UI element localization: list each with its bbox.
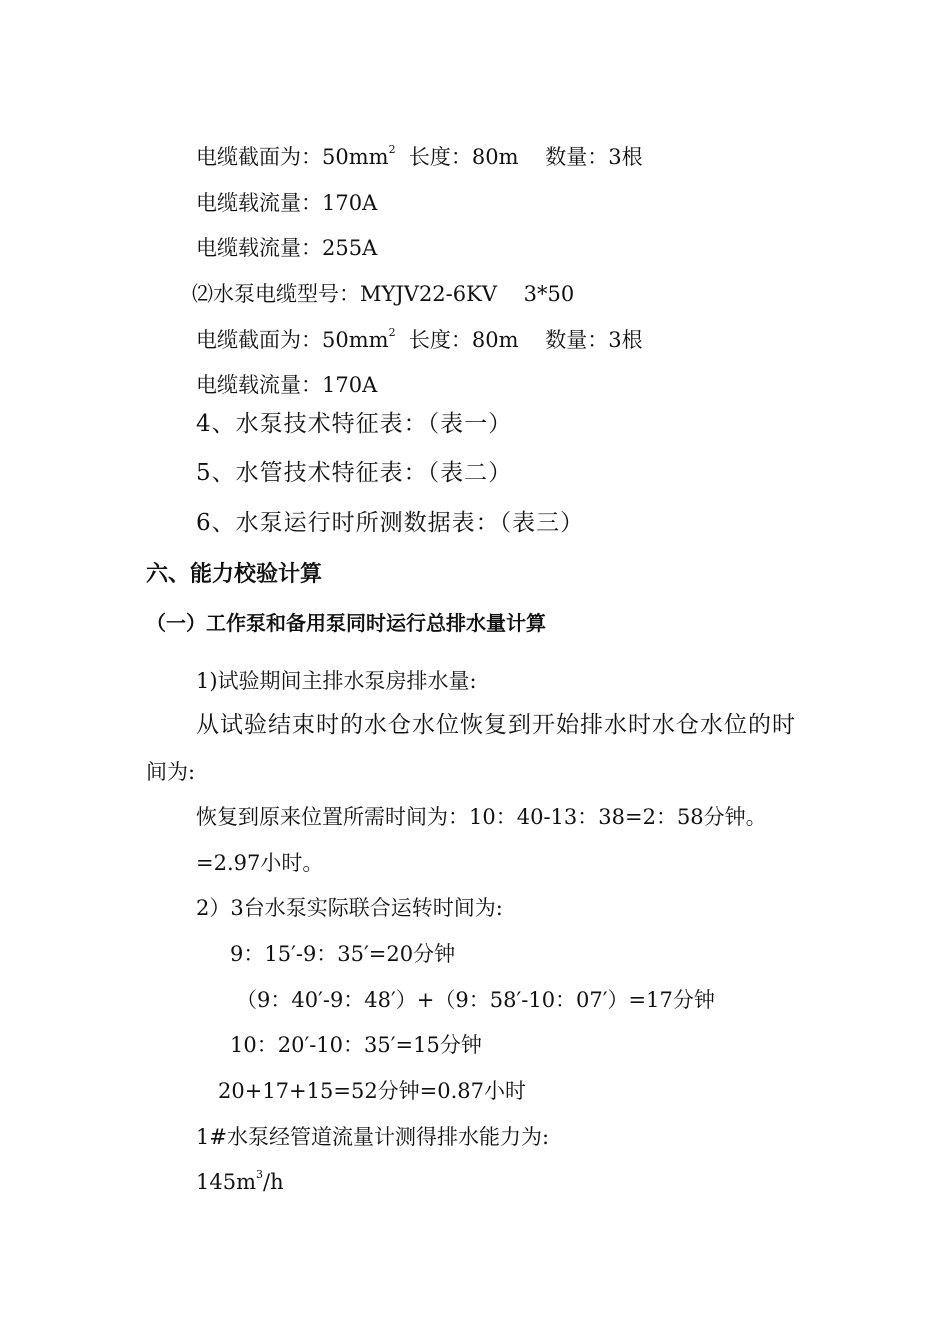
subsection-heading: （一）工作泵和备用泵同时运行总排水量计算 <box>146 611 546 635</box>
recovery-time-line: 恢复到原来位置所需时间为：10：40-13：38=2：58分钟。 <box>196 805 767 829</box>
cable-section-line-1: 电缆截面为：$50mm^2$ 长度：80m 数量：3根 <box>196 143 643 169</box>
run-interval-2: （9：40′-9：48′）+（9：58′-10：07′）=17分钟 <box>236 988 715 1012</box>
flow-meter-line: 1#水泵经管道流量计测得排水能力为: <box>196 1125 550 1149</box>
total-run-time: 20+17+15=52分钟=0.87小时 <box>218 1079 527 1103</box>
step-2-line: 2）3台水泵实际联合运转时间为: <box>196 896 503 920</box>
paragraph-line-1: 从试验结束时的水仓水位恢复到开始排水时水仓水位的时 <box>196 712 796 738</box>
cable-current-line-1: 电缆载流量：170A <box>196 191 378 215</box>
flow-value-line: $145m^3/h$ <box>196 1168 284 1194</box>
cable-section-line-2: 电缆截面为：$50mm^2$ 长度：80m 数量：3根 <box>196 326 643 352</box>
item-4-line: 4、水泵技术特征表：（表一） <box>196 411 513 437</box>
run-interval-1: 9：15′-9：35′=20分钟 <box>230 942 456 966</box>
paragraph-line-2: 间为: <box>146 760 196 784</box>
item-6-line: 6、水泵运行时所测数据表：（表三） <box>196 510 585 536</box>
pump-cable-model-line: ⑵水泵电缆型号：MYJV22-6KV 3*50 <box>192 282 575 306</box>
cable-current-line-2: 电缆载流量：255A <box>196 236 378 260</box>
cable-current-line-3: 电缆载流量：170A <box>196 373 378 397</box>
item-5-line: 5、水管技术特征表：（表二） <box>196 460 513 486</box>
recovery-hours-line: =2.97小时。 <box>196 851 324 875</box>
section-heading: 六、能力校验计算 <box>146 562 323 587</box>
step-1-line: 1)试验期间主排水泵房排水量: <box>196 669 477 693</box>
run-interval-3: 10：20′-10：35′=15分钟 <box>230 1033 482 1057</box>
